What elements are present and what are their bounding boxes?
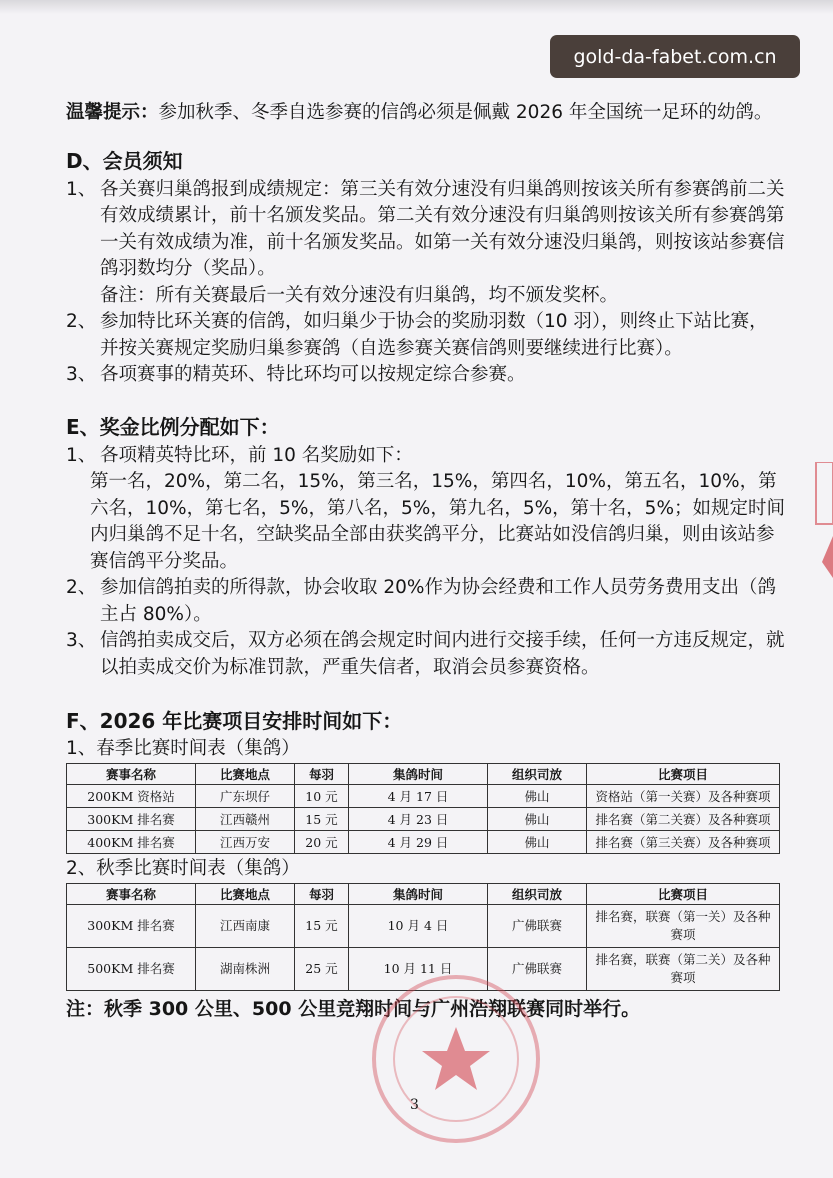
table-cell: 15 元: [295, 808, 349, 831]
table-cell: 广佛联赛: [488, 905, 587, 948]
item-number: 2、: [66, 577, 97, 598]
table-cell: 4 月 23 日: [349, 808, 488, 831]
table-cell: 佛山: [488, 808, 587, 831]
section-f-heading: F、2026 年比赛项目安排时间如下：: [66, 709, 403, 733]
table-cell: 500KM 排名赛: [67, 948, 196, 991]
column-header: 比赛地点: [196, 884, 295, 905]
official-seal-stamp: [372, 975, 540, 1143]
spring-schedule-table: [66, 763, 780, 854]
table-row: [67, 785, 780, 808]
section-d-note: 备注：所有关赛最后一关有效分速没有归巢鸽，均不颁发奖杯。: [100, 284, 619, 306]
table-cell: 400KM 排名赛: [67, 831, 196, 854]
table-cell: 排名赛，联赛（第二关）及各种赛项: [587, 948, 780, 991]
table-cell: 资格站（第一关赛）及各种赛项: [587, 785, 780, 808]
side-seal-fragment-icon: [808, 462, 833, 622]
column-header: 每羽: [295, 884, 349, 905]
item-number: 3、: [66, 630, 97, 651]
table-cell: 江西万安: [196, 831, 295, 854]
item-number: 3、: [66, 364, 97, 385]
table-cell: 10 元: [295, 785, 349, 808]
table-cell: 佛山: [488, 785, 587, 808]
item-text: 各项精英特比环，前 10 名奖励如下：: [100, 444, 413, 466]
table-cell: 江西南康: [196, 905, 295, 948]
item-text: 各关赛归巢鸽报到成绩规定：第三关有效分速没有归巢鸽则按该关所有参赛鸽前二关有效成绩累计，前十名颁发奖品。第二关有效分速没有归巢鸽则按该关所有参赛鸽第一关有效成绩为准，前十名颁发奖品。如第一关有效分速没归巢鸽，则按该站参赛信鸽羽数均分（奖品）。: [100, 178, 785, 279]
column-header: 赛事名称: [67, 764, 196, 785]
seal-star-icon: [376, 979, 536, 1139]
table-cell: 10 月 11 日: [349, 948, 488, 991]
column-header: 比赛项目: [587, 764, 780, 785]
section-d-item: [66, 177, 786, 283]
table-cell: 湖南株洲: [196, 948, 295, 991]
table-cell: 广东坝仔: [196, 785, 295, 808]
section-d-item: [66, 309, 786, 362]
prize-ratio-detail: 第一名，20%，第二名，15%，第三名，15%，第四名，10%，第五名，10%，第六名，10%，第七名，5%，第八名，5%，第九名，5%，第十名，5%；如规定时间内归巢鸽不足十名，空缺奖品全部由获奖鸽平分，比赛站如没信鸽归巢，则由该站参赛信鸽平分奖品。: [90, 471, 786, 572]
item-number: 1、: [66, 178, 97, 200]
table-cell: 4 月 17 日: [349, 785, 488, 808]
item-number: 1、: [66, 444, 97, 466]
final-note: 注：秋季 300 公里、500 公里竞翔时间与广州浩翔联赛同时举行。: [66, 998, 641, 1020]
column-header: 赛事名称: [67, 884, 196, 905]
table-cell: 排名赛（第三关赛）及各种赛项: [587, 831, 780, 854]
table-cell: 200KM 资格站: [67, 785, 196, 808]
document-body: [66, 100, 786, 1021]
tip-text: 参加秋季、冬季自选参赛的信鸽必须是佩戴 2026 年全国统一足环的幼鸽。: [158, 102, 773, 123]
spring-schedule-title: 1、春季比赛时间表（集鸽）: [66, 738, 300, 759]
column-header: 组织司放: [488, 884, 587, 905]
table-cell: 15 元: [295, 905, 349, 948]
section-d-heading: D、会员须知: [66, 148, 183, 173]
table-row: [67, 905, 780, 948]
autumn-schedule-table: [66, 883, 780, 991]
section-e-heading: E、奖金比例分配如下：: [66, 414, 280, 439]
autumn-schedule-title: 2、秋季比赛时间表（集鸽）: [66, 858, 300, 879]
page-number: 3: [410, 1097, 419, 1113]
table-cell: 10 月 4 日: [349, 905, 488, 948]
column-header: 比赛项目: [587, 884, 780, 905]
item-text: 信鸽拍卖成交后，双方必须在鸽会规定时间内进行交接手续，任何一方违反规定，就以拍卖成交价为标准罚款，严重失信者，取消会员参赛资格。: [100, 630, 785, 678]
section-e-item: [66, 628, 786, 681]
column-header: 集鸽时间: [349, 884, 488, 905]
page-top-shadow: [0, 0, 833, 14]
item-number: 2、: [66, 311, 97, 332]
table-cell: 25 元: [295, 948, 349, 991]
section-e-item: [66, 575, 786, 628]
section-e-item: [66, 443, 786, 470]
table-row: [67, 831, 780, 854]
item-text: 各项赛事的精英环、特比环均可以按规定综合参赛。: [100, 364, 526, 385]
section-d-item: [66, 362, 786, 389]
column-header: 每羽: [295, 764, 349, 785]
table-cell: 江西赣州: [196, 808, 295, 831]
watermark-badge: gold-da-fabet.com.cn: [550, 35, 800, 78]
item-text: 参加信鸽拍卖的所得款，协会收取 20%作为协会经费和工作人员劳务费用支出（鸽主占 80%）。: [100, 577, 777, 625]
table-cell: 排名赛，联赛（第一关）及各种赛项: [587, 905, 780, 948]
table-cell: 排名赛（第二关赛）及各种赛项: [587, 808, 780, 831]
table-cell: 4 月 29 日: [349, 831, 488, 854]
table-cell: 广佛联赛: [488, 948, 587, 991]
table-header-row: [67, 884, 780, 905]
column-header: 比赛地点: [196, 764, 295, 785]
column-header: 集鸽时间: [349, 764, 488, 785]
column-header: 组织司放: [488, 764, 587, 785]
table-cell: 20 元: [295, 831, 349, 854]
table-header-row: [67, 764, 780, 785]
table-cell: 佛山: [488, 831, 587, 854]
table-row: [67, 808, 780, 831]
tip-paragraph: [66, 100, 786, 127]
table-cell: 300KM 排名赛: [67, 808, 196, 831]
table-cell: 300KM 排名赛: [67, 905, 196, 948]
tip-label: 温馨提示：: [66, 102, 159, 123]
item-text: 参加特比环关赛的信鸽，如归巢少于协会的奖励羽数（10 羽），则终止下站比赛，并按关赛规定奖励归巢参赛鸽（自选参赛关赛信鸽则要继续进行比赛）。: [100, 311, 768, 359]
